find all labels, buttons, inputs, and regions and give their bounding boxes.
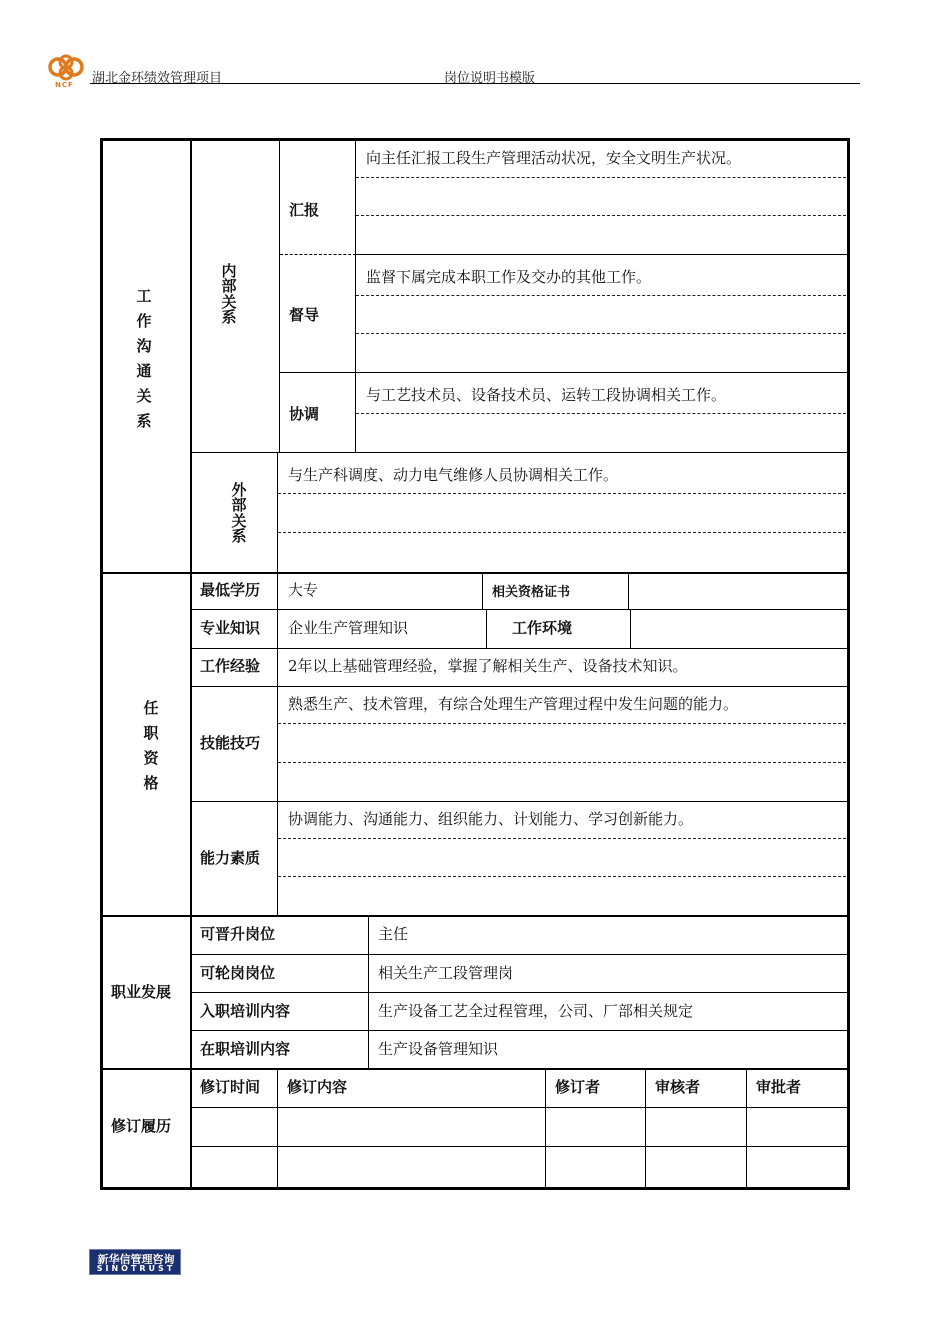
report-label: 汇报 — [289, 201, 320, 219]
inservice-training-label: 在职培训内容 — [200, 1040, 291, 1058]
project-name: 湖北金环绩效管理项目 — [92, 71, 223, 86]
experience-value: 2年以上基础管理经验，掌握了解相关生产、设备技术知识。 — [288, 657, 688, 675]
internal-relations-label: 内部关系 — [221, 262, 237, 326]
revision-header-reviewer: 审核者 — [655, 1078, 701, 1096]
document-title: 岗位说明书模版 — [444, 71, 536, 86]
revision-header-reviser: 修订者 — [555, 1078, 601, 1096]
revision-section-label: 修订履历 — [111, 1117, 172, 1135]
environment-label: 工作环境 — [512, 619, 573, 637]
experience-label: 工作经验 — [200, 657, 261, 675]
revision-header-content: 修订内容 — [287, 1078, 348, 1096]
coordinate-label: 协调 — [289, 405, 320, 423]
sinotrust-logo — [89, 1249, 181, 1275]
sinotrust-logo-en: SINOTRUST — [96, 1264, 176, 1273]
onboard-training-value: 生产设备工艺全过程管理，公司、厂部相关规定 — [378, 1002, 694, 1020]
certificate-label: 相关资格证书 — [492, 585, 571, 600]
rotation-value: 相关生产工段管理岗 — [378, 964, 514, 982]
external-text: 与生产科调度、动力电气维修人员协调相关工作。 — [288, 466, 619, 484]
supervise-label: 督导 — [289, 306, 320, 324]
career-section-label: 职业发展 — [111, 983, 172, 1001]
communication-section-label: 工作沟通关系 — [136, 287, 152, 431]
rotation-label: 可轮岗岗位 — [200, 964, 276, 982]
external-relations-label: 外部关系 — [231, 481, 247, 545]
inservice-training-value: 生产设备管理知识 — [378, 1040, 499, 1058]
revision-header-approver: 审批者 — [756, 1078, 802, 1096]
logo-text: NCF — [55, 81, 74, 89]
education-value: 大专 — [288, 581, 319, 599]
skills-value: 熟悉生产、技术管理，有综合处理生产管理过程中发生问题的能力。 — [288, 695, 739, 713]
revision-header-time: 修订时间 — [200, 1078, 261, 1096]
skills-label: 技能技巧 — [200, 734, 261, 752]
ability-label: 能力素质 — [200, 849, 261, 867]
report-text: 向主任汇报工段生产管理活动状况，安全文明生产状况。 — [366, 149, 742, 167]
promotion-label: 可晋升岗位 — [200, 925, 276, 943]
qualifications-section-label: 任职资格 — [143, 699, 159, 793]
coordinate-text: 与工艺技术员、设备技术员、运转工段协调相关工作。 — [366, 386, 727, 404]
promotion-value: 主任 — [378, 925, 409, 943]
onboard-training-label: 入职培训内容 — [200, 1002, 291, 1020]
ability-value: 协调能力、沟通能力、组织能力、计划能力、学习创新能力。 — [288, 810, 694, 828]
knowledge-value: 企业生产管理知识 — [288, 619, 409, 637]
supervise-text: 监督下属完成本职工作及交办的其他工作。 — [366, 268, 652, 286]
knowledge-label: 专业知识 — [200, 619, 261, 637]
sinotrust-logo-cn: 新华信管理咨询 — [97, 1253, 175, 1266]
education-label: 最低学历 — [200, 581, 261, 599]
